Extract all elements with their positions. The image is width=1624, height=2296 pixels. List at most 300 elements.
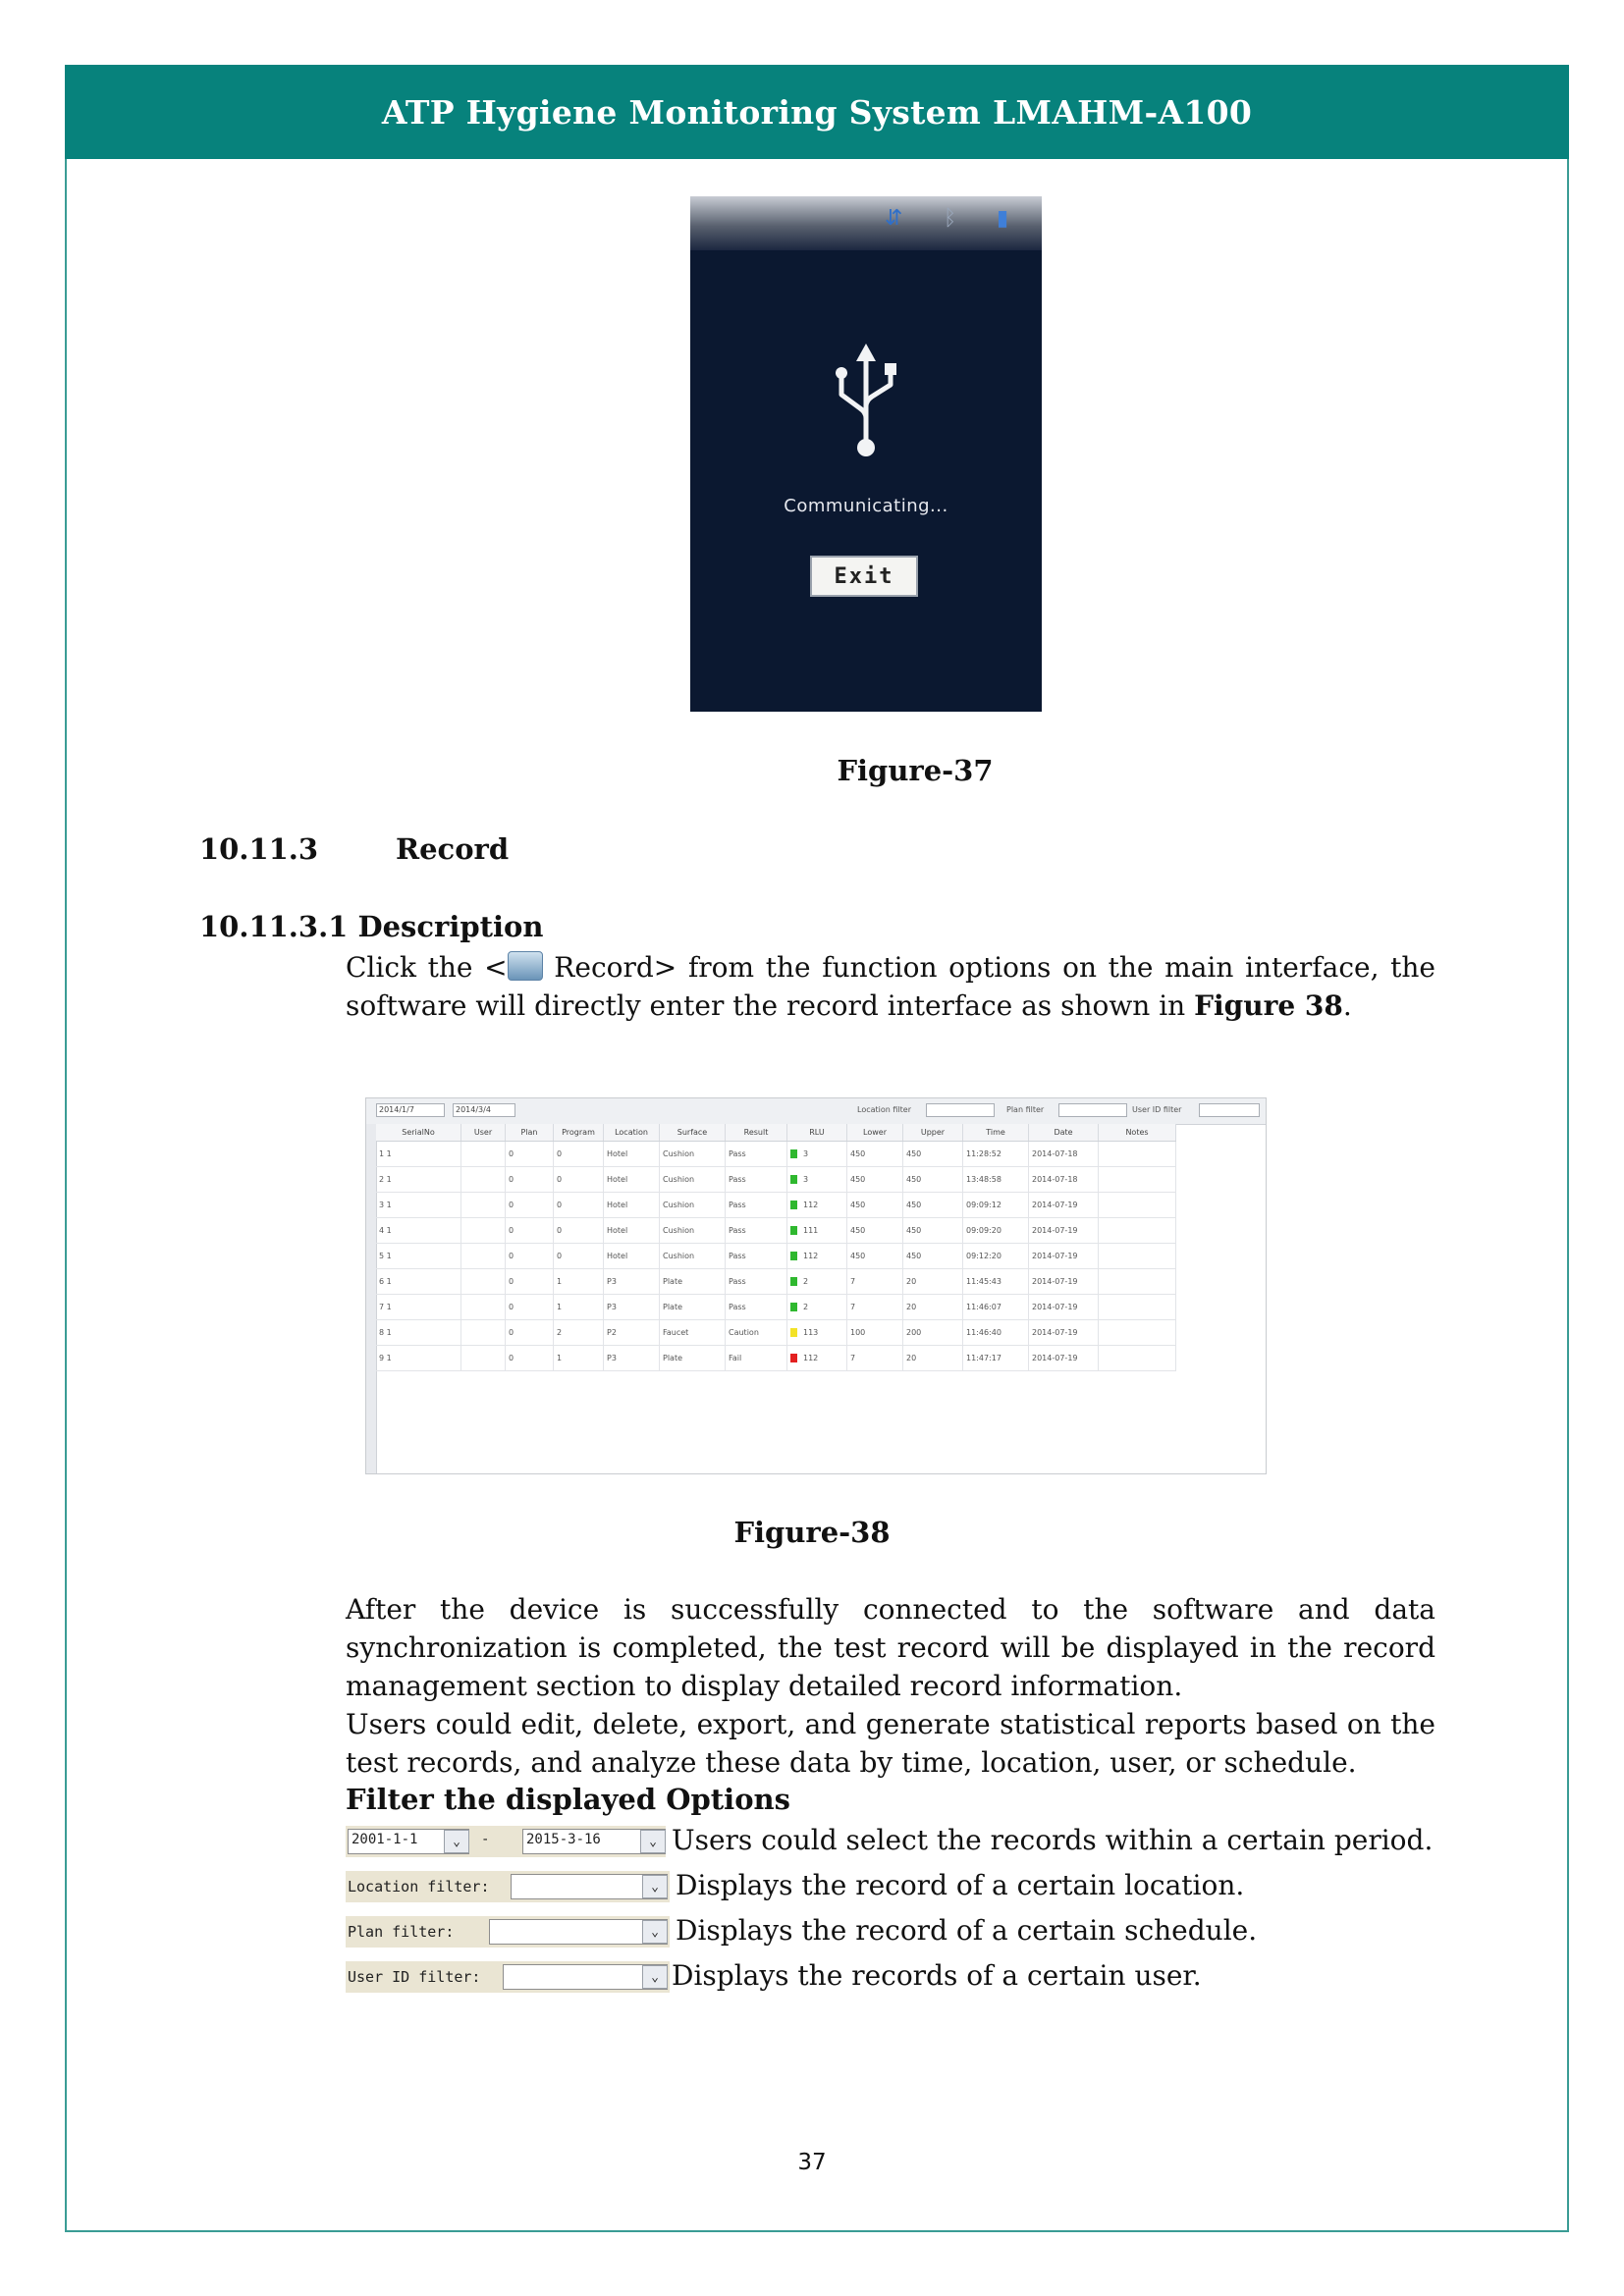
table-cell-value: 2014-07-19: [1032, 1201, 1078, 1209]
table-cell-value: 450: [850, 1226, 866, 1235]
figure-37-caption: Figure-37: [837, 754, 994, 787]
table-cell: [1099, 1167, 1176, 1193]
table-cell: [1099, 1218, 1176, 1244]
record-location-filter-label: Location filter: [857, 1105, 911, 1114]
table-cell: [963, 1320, 1029, 1346]
record-date-from[interactable]: 2014/1/7: [376, 1103, 445, 1117]
table-cell-value: 450: [906, 1201, 922, 1209]
table-cell: [604, 1346, 660, 1371]
table-cell-value: 5 1: [379, 1252, 392, 1260]
table-cell: [461, 1167, 506, 1193]
record-column-header[interactable]: Notes: [1099, 1124, 1176, 1142]
table-cell-value: 0: [509, 1149, 514, 1158]
table-cell-value: 450: [850, 1201, 866, 1209]
table-row[interactable]: [376, 1193, 1176, 1218]
table-cell-value: 11:45:43: [966, 1277, 1001, 1286]
table-row[interactable]: [376, 1244, 1176, 1269]
table-cell: [787, 1167, 847, 1193]
table-cell-value: Cushion: [663, 1226, 695, 1235]
result-status-indicator: [790, 1303, 797, 1311]
table-cell: [726, 1167, 787, 1193]
page-number: 37: [797, 2150, 827, 2175]
table-cell: [1029, 1346, 1099, 1371]
table-cell-value: 450: [906, 1175, 922, 1184]
table-cell: [963, 1218, 1029, 1244]
record-column-header[interactable]: Time: [963, 1124, 1029, 1142]
table-cell-value: 0: [557, 1252, 563, 1260]
date-range-description: Users could select the records within a certain period.: [672, 1824, 1434, 1856]
table-cell-value: 0: [557, 1175, 563, 1184]
table-cell-value: 7: [850, 1354, 856, 1362]
table-cell-value: 0: [509, 1226, 514, 1235]
table-cell: [1029, 1320, 1099, 1346]
chevron-down-icon: ⌄: [453, 1834, 460, 1849]
table-cell: [554, 1244, 604, 1269]
table-cell: [963, 1244, 1029, 1269]
table-cell: [506, 1218, 554, 1244]
device-status-bar: [690, 196, 1042, 250]
record-user-filter-select[interactable]: [1199, 1103, 1260, 1117]
result-status-indicator: [790, 1277, 797, 1286]
table-cell: [1099, 1346, 1176, 1371]
table-cell: [726, 1218, 787, 1244]
bluetooth-icon: ᛒ: [944, 206, 957, 231]
table-cell-value: P2: [607, 1328, 617, 1337]
table-cell-value: 450: [906, 1149, 922, 1158]
record-column-header[interactable]: Lower: [847, 1124, 903, 1142]
plan-filter-label: Plan filter:: [348, 1923, 455, 1941]
body-paragraph-1: After the device is successfully connected to the software and data synchronization is completed, the test record will be displayed in the record management section to display detailed record information.: [346, 1593, 1435, 1702]
table-cell-value: 450: [850, 1149, 866, 1158]
table-cell-value: 11:46:07: [966, 1303, 1001, 1311]
table-cell-value: 2014-07-18: [1032, 1175, 1078, 1184]
page-header: ATP Hygiene Monitoring System LMAHM-A100: [65, 65, 1569, 159]
location-filter: [346, 1871, 670, 1902]
table-cell: [554, 1167, 604, 1193]
table-cell: [903, 1269, 963, 1295]
figure-38-caption: Figure-38: [733, 1516, 891, 1549]
table-cell-value: 0: [509, 1252, 514, 1260]
record-plan-filter-label: Plan filter: [1006, 1105, 1045, 1114]
table-cell: [660, 1142, 726, 1167]
record-column-header[interactable]: Program: [554, 1124, 604, 1142]
table-cell: [554, 1193, 604, 1218]
table-cell-value: 112: [803, 1354, 819, 1362]
table-cell: [726, 1320, 787, 1346]
table-cell: [506, 1269, 554, 1295]
table-cell-value: Hotel: [607, 1252, 628, 1260]
table-cell-value: P3: [607, 1354, 617, 1362]
table-cell: [461, 1320, 506, 1346]
table-cell-value: 4 1: [379, 1226, 392, 1235]
table-cell: [1099, 1142, 1176, 1167]
section-title: Record: [396, 832, 510, 866]
table-cell-value: 2014-07-19: [1032, 1252, 1078, 1260]
table-cell: [461, 1142, 506, 1167]
table-cell: [903, 1218, 963, 1244]
table-cell-value: 450: [906, 1226, 922, 1235]
table-cell-value: Cushion: [663, 1252, 695, 1260]
table-cell-value: 0: [509, 1175, 514, 1184]
table-cell: [903, 1142, 963, 1167]
subsection-title: 10.11.3.1 Description: [199, 910, 544, 943]
table-cell: [903, 1244, 963, 1269]
table-cell-value: Hotel: [607, 1149, 628, 1158]
table-cell-value: 9 1: [379, 1354, 392, 1362]
table-cell-value: 450: [850, 1252, 866, 1260]
table-cell: [506, 1142, 554, 1167]
filter-options-heading: Filter the displayed Options: [346, 1783, 790, 1816]
table-cell: [847, 1295, 903, 1320]
table-cell: [554, 1269, 604, 1295]
table-cell: [554, 1295, 604, 1320]
table-cell-value: 1: [557, 1354, 563, 1362]
table-cell-value: 0: [557, 1226, 563, 1235]
table-cell: [847, 1269, 903, 1295]
table-cell: [376, 1346, 461, 1371]
body-paragraph-2: Users could edit, delete, export, and generate statistical reports based on the test records, and analyze these data by time, location, user, or schedule.: [346, 1708, 1435, 1779]
table-cell-value: Fail: [729, 1354, 742, 1362]
table-cell-value: 11:28:52: [966, 1149, 1001, 1158]
location-filter-description: Displays the record of a certain location.: [676, 1869, 1245, 1901]
table-cell: [376, 1320, 461, 1346]
table-cell-value: 0: [557, 1201, 563, 1209]
table-cell: [554, 1346, 604, 1371]
table-cell: [1029, 1295, 1099, 1320]
user-id-filter-label: User ID filter:: [348, 1968, 481, 1986]
table-cell-value: 2: [803, 1303, 809, 1311]
result-status-indicator: [790, 1149, 797, 1158]
table-cell: [963, 1346, 1029, 1371]
table-cell-value: 2 1: [379, 1175, 392, 1184]
table-cell: [604, 1269, 660, 1295]
table-row[interactable]: [376, 1167, 1176, 1193]
table-cell: [604, 1218, 660, 1244]
table-cell: [1099, 1320, 1176, 1346]
table-cell-value: Plate: [663, 1354, 683, 1362]
communicating-text: Communicating...: [784, 496, 948, 516]
table-cell-value: 1: [557, 1277, 563, 1286]
table-cell: [847, 1218, 903, 1244]
plan-filter: [346, 1916, 670, 1948]
table-cell-value: 09:09:20: [966, 1226, 1001, 1235]
table-cell-value: 200: [906, 1328, 922, 1337]
table-cell-value: 09:12:20: [966, 1252, 1001, 1260]
table-cell-value: Hotel: [607, 1201, 628, 1209]
table-cell: [554, 1218, 604, 1244]
table-row[interactable]: [376, 1142, 1176, 1167]
table-cell: [376, 1167, 461, 1193]
table-cell: [376, 1218, 461, 1244]
table-cell-value: 09:09:12: [966, 1201, 1001, 1209]
table-cell-value: 20: [906, 1354, 917, 1362]
table-cell: [1029, 1218, 1099, 1244]
table-cell-value: 450: [850, 1175, 866, 1184]
table-cell: [461, 1269, 506, 1295]
table-row[interactable]: [376, 1346, 1176, 1371]
table-cell-value: 7: [850, 1303, 856, 1311]
table-cell-value: Plate: [663, 1277, 683, 1286]
table-cell: [376, 1142, 461, 1167]
table-cell-value: Pass: [729, 1226, 746, 1235]
table-cell: [461, 1295, 506, 1320]
table-cell-value: 7: [850, 1277, 856, 1286]
result-status-indicator: [790, 1226, 797, 1235]
table-cell: [461, 1346, 506, 1371]
table-cell-value: 2014-07-19: [1032, 1328, 1078, 1337]
table-cell-value: 2: [557, 1328, 563, 1337]
table-cell-value: 1 1: [379, 1149, 392, 1158]
table-cell: [1029, 1167, 1099, 1193]
table-cell: [963, 1295, 1029, 1320]
usb-icon: [824, 344, 908, 461]
table-cell: [461, 1218, 506, 1244]
record-table-header: [376, 1124, 1176, 1142]
table-cell: [787, 1142, 847, 1167]
table-cell: [903, 1320, 963, 1346]
intro-text-b: Record> from the function options on the main interface, the software will directly enter the record interface as shown in: [346, 951, 1435, 1022]
table-cell: [726, 1193, 787, 1218]
table-cell: [506, 1295, 554, 1320]
intro-text-a: Click the <: [346, 951, 508, 984]
table-cell: [847, 1346, 903, 1371]
table-cell-value: Hotel: [607, 1226, 628, 1235]
table-cell-value: Hotel: [607, 1175, 628, 1184]
table-cell: [376, 1244, 461, 1269]
table-cell-value: 113: [803, 1328, 819, 1337]
chevron-down-icon: ⌄: [651, 1924, 659, 1940]
chevron-down-icon: ⌄: [651, 1879, 659, 1895]
table-cell-value: 3: [803, 1149, 809, 1158]
table-cell-value: 0: [509, 1277, 514, 1286]
table-cell-value: Caution: [729, 1328, 759, 1337]
table-cell-value: 111: [803, 1226, 819, 1235]
table-cell: [376, 1269, 461, 1295]
table-cell-value: Faucet: [663, 1328, 689, 1337]
location-filter-dropdown-button[interactable]: [642, 1875, 668, 1898]
table-cell: [963, 1142, 1029, 1167]
date-to-dropdown-button[interactable]: [640, 1830, 666, 1853]
table-cell-value: Pass: [729, 1303, 746, 1311]
exit-button[interactable]: Exit: [810, 556, 918, 597]
table-cell: [726, 1269, 787, 1295]
date-from-dropdown-button[interactable]: [444, 1830, 469, 1853]
table-cell-value: 7 1: [379, 1303, 392, 1311]
table-cell-value: 100: [850, 1328, 866, 1337]
table-cell-value: Pass: [729, 1149, 746, 1158]
table-cell: [847, 1244, 903, 1269]
location-filter-label: Location filter:: [348, 1878, 490, 1896]
table-row[interactable]: [376, 1269, 1176, 1295]
table-cell: [506, 1193, 554, 1218]
table-cell-value: 2014-07-19: [1032, 1303, 1078, 1311]
user-id-filter: [346, 1961, 670, 1993]
table-cell: [506, 1244, 554, 1269]
record-toolbar: [366, 1098, 1266, 1125]
table-cell-value: 2014-07-19: [1032, 1226, 1078, 1235]
table-cell: [660, 1218, 726, 1244]
table-row[interactable]: [376, 1218, 1176, 1244]
table-cell: [1029, 1193, 1099, 1218]
table-cell: [554, 1320, 604, 1346]
table-cell: [787, 1320, 847, 1346]
result-status-indicator: [790, 1252, 797, 1260]
plan-filter-select[interactable]: [489, 1919, 668, 1945]
table-cell: [660, 1167, 726, 1193]
table-cell: [787, 1295, 847, 1320]
table-cell: [506, 1320, 554, 1346]
table-cell: [461, 1193, 506, 1218]
table-cell-value: Plate: [663, 1303, 683, 1311]
table-cell: [787, 1218, 847, 1244]
table-cell: [660, 1346, 726, 1371]
table-cell: [604, 1295, 660, 1320]
table-cell: [1099, 1295, 1176, 1320]
record-column-header[interactable]: RLU: [787, 1124, 847, 1142]
table-cell-value: Cushion: [663, 1201, 695, 1209]
record-column-header[interactable]: Upper: [903, 1124, 963, 1142]
intro-paragraph: [346, 948, 1435, 1025]
date-to-value: 2015-3-16: [526, 1832, 601, 1847]
table-cell: [604, 1142, 660, 1167]
date-separator: -: [481, 1832, 490, 1847]
table-cell: [903, 1346, 963, 1371]
record-column-header[interactable]: Surface: [660, 1124, 726, 1142]
table-cell-value: 20: [906, 1277, 917, 1286]
table-row[interactable]: [376, 1320, 1176, 1346]
chevron-down-icon: ⌄: [649, 1834, 657, 1849]
table-cell-value: 3 1: [379, 1201, 392, 1209]
plan-filter-dropdown-button[interactable]: [642, 1920, 668, 1944]
table-cell: [1099, 1244, 1176, 1269]
table-cell: [660, 1193, 726, 1218]
record-column-header[interactable]: SerialNo: [376, 1124, 461, 1142]
table-cell: [376, 1193, 461, 1218]
date-from-value: 2001-1-1: [352, 1832, 418, 1847]
table-cell: [604, 1320, 660, 1346]
table-cell: [847, 1193, 903, 1218]
figure-38-reference: Figure 38: [1194, 989, 1343, 1022]
user-id-filter-description: Displays the records of a certain user.: [672, 1959, 1202, 1992]
table-cell: [847, 1142, 903, 1167]
table-cell-value: 2014-07-19: [1032, 1354, 1078, 1362]
device-screen-figure: [690, 196, 1042, 712]
table-cell: [726, 1346, 787, 1371]
record-table-body: [376, 1142, 1176, 1371]
date-range-filter: [346, 1826, 666, 1857]
record-table: [376, 1124, 1176, 1371]
table-cell: [726, 1142, 787, 1167]
table-cell: [604, 1167, 660, 1193]
result-status-indicator: [790, 1201, 797, 1209]
table-cell-value: Cushion: [663, 1149, 695, 1158]
plan-filter-description: Displays the record of a certain schedule.: [676, 1914, 1258, 1947]
result-status-indicator: [790, 1354, 797, 1362]
table-cell: [461, 1244, 506, 1269]
table-cell-value: 0: [509, 1303, 514, 1311]
record-icon: [508, 951, 543, 981]
table-cell-value: 450: [906, 1252, 922, 1260]
table-cell-value: P3: [607, 1277, 617, 1286]
table-cell-value: 20: [906, 1303, 917, 1311]
table-cell: [376, 1295, 461, 1320]
table-cell: [1029, 1269, 1099, 1295]
record-column-header[interactable]: Result: [726, 1124, 787, 1142]
table-cell-value: 11:46:40: [966, 1328, 1001, 1337]
user-id-filter-dropdown-button[interactable]: [642, 1965, 668, 1989]
table-cell-value: 8 1: [379, 1328, 392, 1337]
table-cell: [787, 1244, 847, 1269]
table-cell-value: Cushion: [663, 1175, 695, 1184]
table-cell: [847, 1167, 903, 1193]
table-cell-value: 112: [803, 1201, 819, 1209]
table-cell: [847, 1320, 903, 1346]
table-cell-value: 13:48:58: [966, 1175, 1001, 1184]
section-number: 10.11.3: [199, 832, 319, 866]
record-column-header[interactable]: Plan: [506, 1124, 554, 1142]
record-date-to[interactable]: 2014/3/4: [453, 1103, 515, 1117]
battery-icon: ▮: [997, 206, 1009, 231]
table-cell: [787, 1193, 847, 1218]
table-cell: [660, 1244, 726, 1269]
table-cell: [787, 1269, 847, 1295]
record-interface-figure: [365, 1097, 1267, 1474]
table-cell-value: 0: [509, 1354, 514, 1362]
table-cell: [660, 1269, 726, 1295]
table-cell: [903, 1295, 963, 1320]
chevron-down-icon: ⌄: [651, 1969, 659, 1985]
table-cell-value: Pass: [729, 1201, 746, 1209]
table-cell: [506, 1167, 554, 1193]
result-status-indicator: [790, 1328, 797, 1337]
record-location-filter-select[interactable]: [926, 1103, 995, 1117]
table-cell-value: 1: [557, 1303, 563, 1311]
table-cell: [963, 1193, 1029, 1218]
intro-text-c: .: [1342, 989, 1352, 1022]
table-cell-value: Pass: [729, 1252, 746, 1260]
table-cell: [660, 1295, 726, 1320]
table-cell: [726, 1295, 787, 1320]
table-cell: [903, 1167, 963, 1193]
table-cell-value: P3: [607, 1303, 617, 1311]
record-plan-filter-select[interactable]: [1058, 1103, 1127, 1117]
table-cell: [787, 1346, 847, 1371]
table-cell-value: Pass: [729, 1175, 746, 1184]
table-cell: [1029, 1142, 1099, 1167]
usb-status-icon: ⇵: [885, 206, 903, 231]
table-cell-value: 3: [803, 1175, 809, 1184]
table-cell-value: 2014-07-18: [1032, 1149, 1078, 1158]
table-cell-value: Pass: [729, 1277, 746, 1286]
table-cell: [726, 1244, 787, 1269]
table-cell: [1099, 1193, 1176, 1218]
table-cell-value: 2: [803, 1277, 809, 1286]
table-cell-value: 0: [557, 1149, 563, 1158]
table-cell: [1099, 1269, 1176, 1295]
table-cell-value: 112: [803, 1252, 819, 1260]
table-cell-value: 11:47:17: [966, 1354, 1001, 1362]
record-column-header[interactable]: User: [461, 1124, 506, 1142]
table-cell: [1029, 1244, 1099, 1269]
table-row[interactable]: [376, 1295, 1176, 1320]
table-cell: [604, 1193, 660, 1218]
record-column-header[interactable]: Date: [1029, 1124, 1099, 1142]
result-status-indicator: [790, 1175, 797, 1184]
table-cell: [903, 1193, 963, 1218]
record-column-header[interactable]: Location: [604, 1124, 660, 1142]
table-cell: [963, 1167, 1029, 1193]
table-cell: [604, 1244, 660, 1269]
